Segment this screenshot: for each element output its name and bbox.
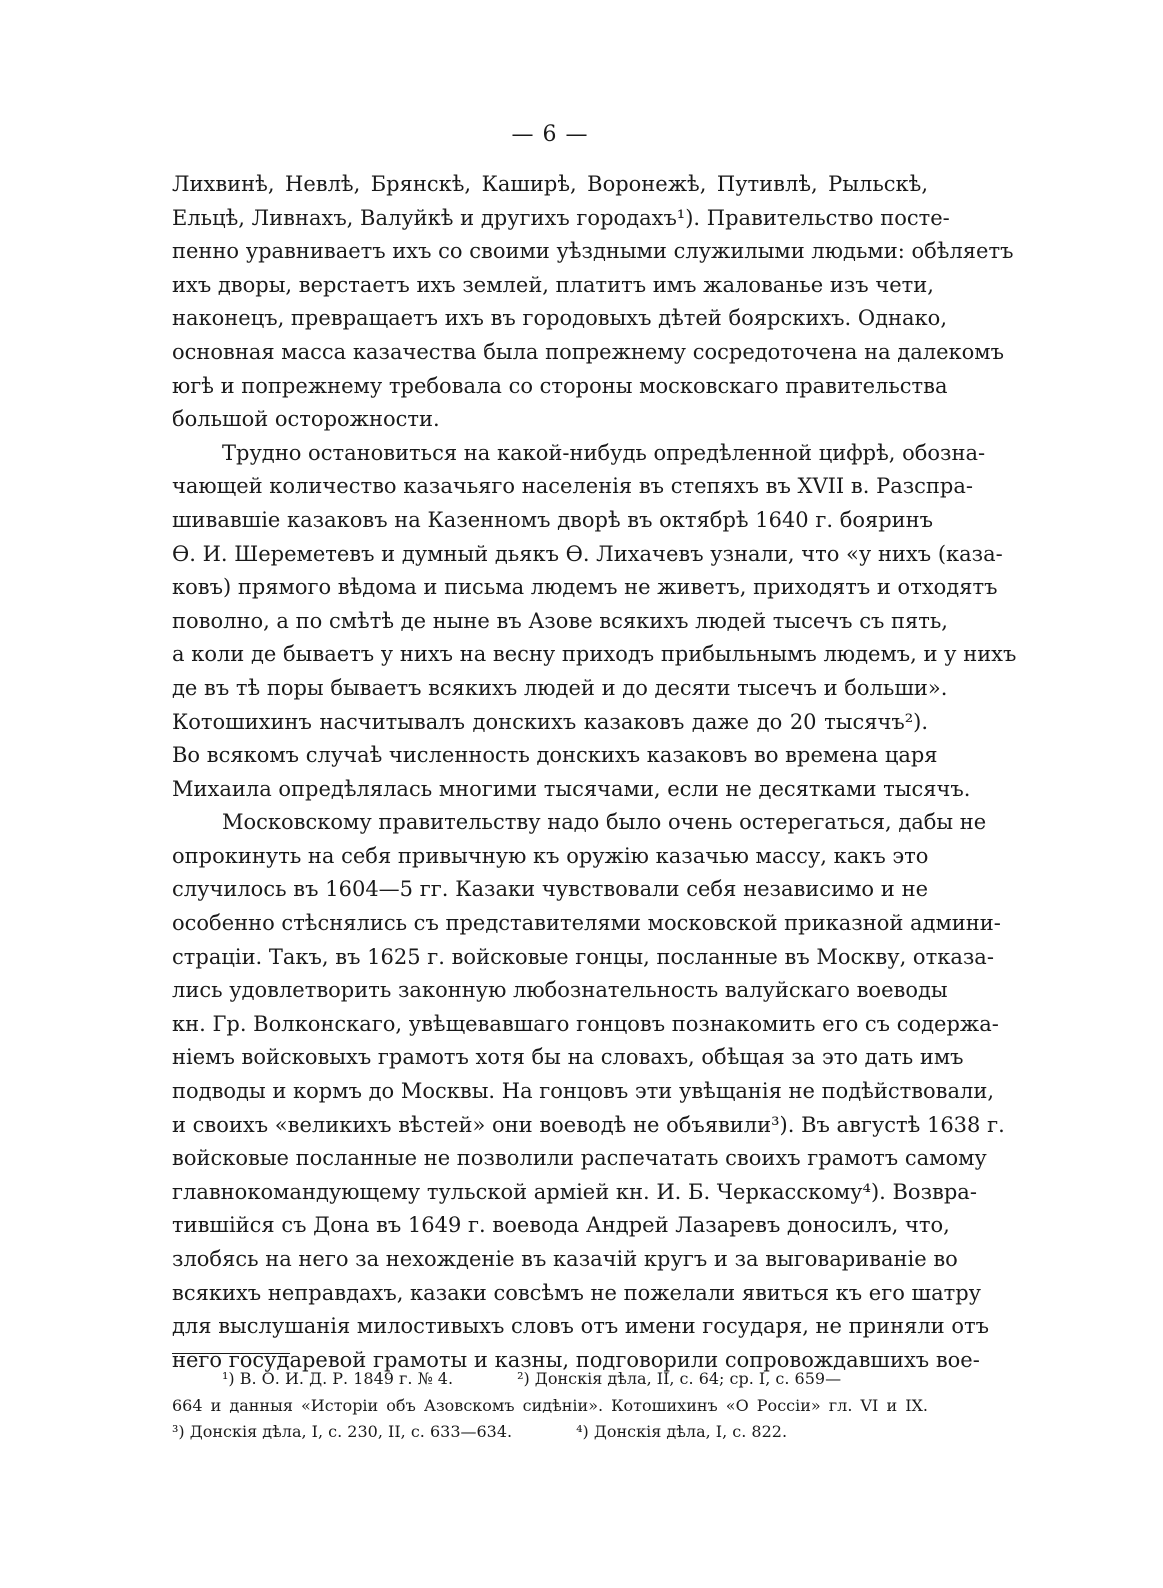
text-line: наконецъ, превращаетъ ихъ въ городовыхъ дѣтей боярскихъ. Однако, <box>172 306 947 331</box>
text-line: де въ тѣ поры бываетъ всякихъ людей и до десяти тысечъ и больши». <box>172 675 948 700</box>
text-line: Лихвинѣ, Невлѣ, Брянскѣ, Каширѣ, Воронежѣ, Путивлѣ, Рыльскѣ, <box>172 172 928 196</box>
text-line: случилось въ 1604—5 гг. Казаки чувствовали себя независимо и не <box>172 877 928 902</box>
text-line: основная масса казачества была попрежнему сосредоточена на далекомъ <box>172 339 1004 364</box>
footnote-3: ³) Донскія дѣла, I, с. 230, II, с. 633—634. <box>172 1422 513 1441</box>
text-line: Трудно остановиться на какой-нибудь опредѣленной цифрѣ, обозна- <box>222 440 986 465</box>
text-line: югѣ и попрежнему требовала со стороны московскаго правительства <box>172 373 948 398</box>
text-line: пенно уравниваетъ ихъ со своими уѣздными служилыми людьми: обѣляетъ <box>172 239 1014 264</box>
footnote-line <box>172 1419 928 1446</box>
text-line: него государевой грамоты и казны, подговорили сопровождавшихъ вое- <box>172 1347 980 1372</box>
text-line: ихъ дворы, верстаетъ ихъ землей, платитъ имъ жалованье изъ чети, <box>172 272 934 297</box>
text-line: страціи. Такъ, въ 1625 г. войсковые гонцы, посланные въ Москву, отказа- <box>172 944 994 969</box>
text-line: Ѳ. И. Шереметевъ и думный дьякъ Ѳ. Лихачевъ узнали, что «у нихъ (каза- <box>172 541 1003 566</box>
text-line: Котошихинъ насчитывалъ донскихъ казаковъ даже до 20 тысячъ²). <box>172 709 928 734</box>
text-line: шивавшіе казаковъ на Казенномъ дворѣ въ октябрѣ 1640 г. бояринъ <box>172 507 934 532</box>
text-line: а коли де бываетъ у нихъ на весну приходъ прибыльнымъ людемъ, и у нихъ <box>172 642 1017 667</box>
footnote-divider <box>172 1353 290 1354</box>
text-line: Михаила опредѣлялась многими тысячами, если не десятками тысячъ. <box>172 776 971 801</box>
text-line: всякихъ неправдахъ, казаки совсѣмъ не пожелали явиться къ его шатру <box>172 1280 982 1305</box>
text-line: и своихъ «великихъ вѣстей» они воеводѣ не объявили³). Въ августѣ 1638 г. <box>172 1112 1005 1137</box>
footnote-2: ²) Донскія дѣла, II, с. 64; ср. I, с. 659— <box>517 1369 842 1388</box>
text-line: войсковые посланные не позволили распечатать своихъ грамотъ самому <box>172 1146 987 1171</box>
text-line: ковъ) прямого вѣдома и письма людемъ не живетъ, приходятъ и отходятъ <box>172 575 998 600</box>
text-line: лись удовлетворить законную любознательность валуйскаго воеводы <box>172 978 948 1003</box>
text-line: для выслушанія милостивыхъ словъ отъ имени государя, не приняли отъ <box>172 1314 989 1339</box>
footnote-4: ⁴) Донскія дѣла, I, с. 822. <box>576 1422 788 1441</box>
text-line: Во всякомъ случаѣ численность донскихъ казаковъ во времена царя <box>172 743 938 768</box>
text-line: злобясь на него за нехожденіе въ казачій кругъ и за выговариваніе во <box>172 1247 958 1271</box>
text-line: главнокомандующему тульской арміей кн. И. Б. Черкасскому⁴). Возвра- <box>172 1179 977 1204</box>
text-line: особенно стѣснялись съ представителями московской приказной админи- <box>172 911 1001 936</box>
text-line: ніемъ войсковыхъ грамотъ хотя бы на словахъ, обѣщая за это дать имъ <box>172 1045 964 1070</box>
body-text <box>172 168 1017 1377</box>
text-line: поволно, а по смѣтѣ де ныне въ Азове всякихъ людей тысечъ съ пять, <box>172 608 948 633</box>
text-line: Московскому правительству надо было очень остерегаться, дабы не <box>222 810 987 835</box>
footnotes <box>172 1366 928 1446</box>
text-line: опрокинуть на себя привычную къ оружію казачью массу, какъ это <box>172 843 929 868</box>
text-line: подводы и кормъ до Москвы. На гонцовъ эти увѣщанія не подѣйствовали, <box>172 1079 995 1104</box>
footnote-line <box>172 1366 928 1393</box>
footnote-1: ¹) В. О. И. Д. Р. 1849 г. № 4. <box>222 1369 454 1388</box>
page-number: — 6 — <box>511 122 589 147</box>
footnote-line: 664 и данныя «Исторіи объ Азовскомъ сидѣніи». Котошихинъ «О Россіи» гл. VI и IX. <box>172 1395 928 1415</box>
text-line: большой осторожности. <box>172 407 440 432</box>
text-line: кн. Гр. Волконскаго, увѣщевавшаго гонцовъ познакомить его съ содержа- <box>172 1011 999 1036</box>
text-line: тившійся съ Дона въ 1649 г. воевода Андрей Лазаревъ доносилъ, что, <box>172 1213 950 1238</box>
text-line: чающей количество казачьяго населенія въ степяхъ въ XVII в. Разспра- <box>172 474 973 499</box>
text-line: Ельцѣ, Ливнахъ, Валуйкѣ и другихъ городахъ¹). Правительство посте- <box>172 205 950 230</box>
